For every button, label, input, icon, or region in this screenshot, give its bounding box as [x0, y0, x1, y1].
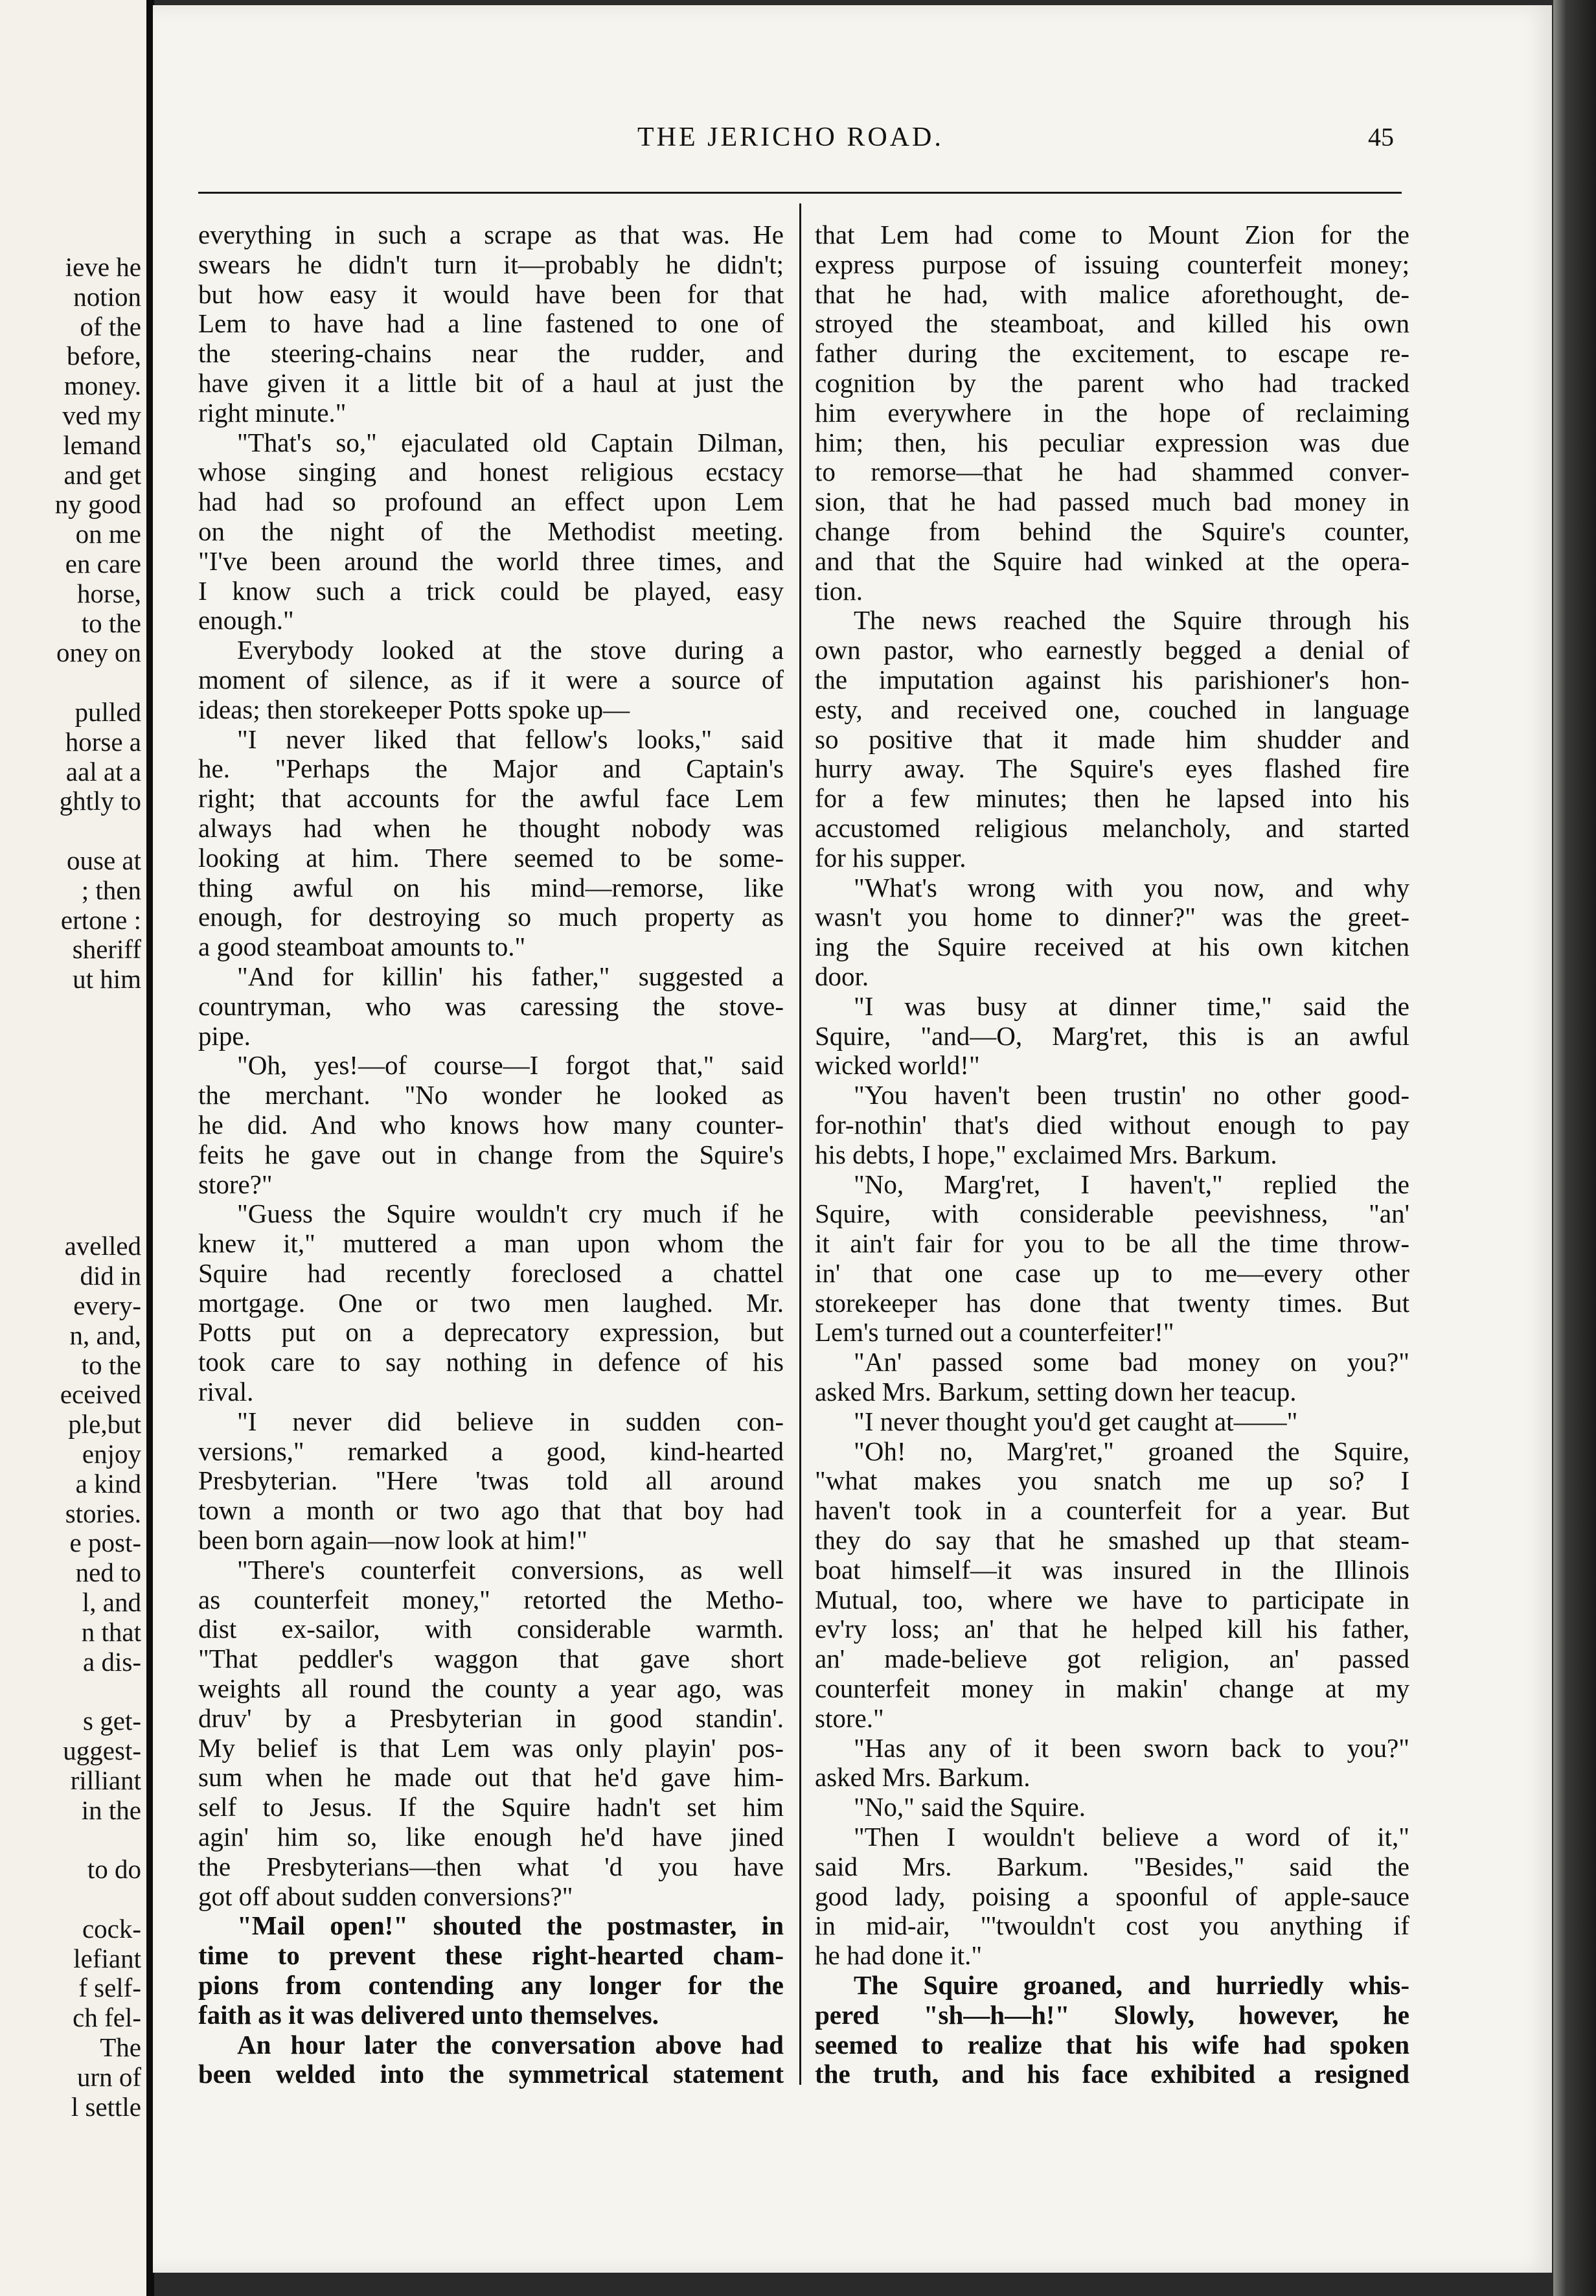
- text-line: "Oh! no, Marg'ret," groaned the Squire,: [854, 1436, 1409, 1466]
- text-line: the merchant. "No wonder he looked as: [198, 1081, 784, 1110]
- text-line: that he had, with malice aforethought, de-: [815, 279, 1409, 309]
- text-line: "No," said the Squire.: [854, 1793, 1086, 1822]
- previous-page-line: to the: [81, 1349, 141, 1380]
- previous-page-line: horse a: [65, 726, 141, 757]
- text-line: for a few minutes; then he lapsed into his: [815, 784, 1409, 814]
- text-line: enough.": [198, 606, 294, 636]
- text-line: moment of silence, as if it were a source of: [198, 665, 784, 695]
- text-line: seemed to realize that his wife had spoken: [815, 2030, 1409, 2060]
- previous-page-line: ertone :: [60, 904, 141, 935]
- text-line: Presbyterian. "Here 'twas told all around: [198, 1466, 784, 1496]
- text-line: a good steamboat amounts to.": [198, 932, 526, 962]
- text-line: An hour later the conversation above had: [237, 2030, 784, 2060]
- text-column-left: [198, 220, 784, 2089]
- text-line: haven't took in a counterfeit for a year. But: [815, 1496, 1409, 1526]
- text-line: "Has any of it been sworn back to you?": [854, 1733, 1409, 1763]
- text-line: door.: [815, 961, 869, 991]
- text-line: hurry away. The Squire's eyes flashed fire: [815, 754, 1409, 784]
- text-line: everything in such a scrape as that was. He: [198, 220, 784, 249]
- text-line: they do say that he smashed up that steam-: [815, 1526, 1409, 1556]
- text-line: "Oh, yes!—of course—I forgot that," said: [237, 1051, 784, 1081]
- previous-page-line: to do: [87, 1854, 141, 1885]
- text-line: The Squire groaned, and hurriedly whis-: [854, 1971, 1409, 2001]
- previous-page-line: on me: [75, 519, 141, 549]
- text-line: asked Mrs. Barkum, setting down her teacup.: [815, 1377, 1297, 1407]
- text-line: "That's so," ejaculated old Captain Dilman,: [237, 428, 784, 457]
- previous-page-line: in the: [81, 1795, 141, 1825]
- previous-page-line: l settle: [71, 2091, 141, 2122]
- previous-page-line: ut him: [73, 964, 141, 994]
- text-line: Potts put on a deprecatory expression, but: [198, 1318, 784, 1348]
- text-line: The news reached the Squire through his: [854, 606, 1409, 636]
- previous-page-line: l, and: [82, 1587, 141, 1617]
- text-line: in mid-air, "'twouldn't cost you anything if: [815, 1911, 1409, 1941]
- previous-page-line: ch fel-: [73, 2003, 141, 2033]
- previous-page-line: pulled: [74, 697, 141, 727]
- text-line: self to Jesus. If the Squire hadn't set him: [198, 1793, 784, 1822]
- header-rule: [198, 192, 1402, 194]
- text-line: always had when he thought nobody was: [198, 813, 784, 843]
- text-line: "Guess the Squire wouldn't cry much if he: [237, 1199, 784, 1229]
- text-line: My belief is that Lem was only playin' pos-: [198, 1733, 784, 1763]
- text-line: had had so profound an effect upon Lem: [198, 487, 784, 517]
- text-line: that Lem had come to Mount Zion for the: [815, 220, 1409, 249]
- text-line: him everywhere in the hope of reclaiming: [815, 398, 1409, 428]
- previous-page-line: did in: [80, 1261, 141, 1291]
- previous-page-line: ple,but: [68, 1409, 141, 1440]
- page-edge-shadow: [1553, 0, 1596, 2296]
- text-line: Squire, "and—O, Marg'ret, this is an awful: [815, 1021, 1409, 1051]
- previous-page-line: money.: [63, 371, 141, 401]
- text-line: father during the excitement, to escape re-: [815, 339, 1409, 369]
- text-line: he did. And who knows how many counter-: [198, 1110, 784, 1140]
- text-line: ing the Squire received at his own kitchen: [815, 932, 1409, 962]
- text-line: and that the Squire had winked at the opera-: [815, 546, 1409, 576]
- previous-page-line: sheriff: [72, 934, 141, 965]
- text-line: "what makes you snatch me up so? I: [815, 1466, 1409, 1496]
- previous-page-line: a kind: [75, 1468, 141, 1498]
- text-line: good lady, poising a spoonful of apple-sauce: [815, 1881, 1409, 1911]
- text-line: druv' by a Presbyterian in good standin'.: [198, 1703, 784, 1733]
- text-line: I know such a trick could be played, easy: [198, 576, 784, 606]
- text-line: the Presbyterians—then what 'd you have: [198, 1852, 784, 1881]
- previous-page-line: a dis-: [83, 1646, 141, 1677]
- previous-page-line: before,: [67, 341, 141, 371]
- text-line: Mutual, too, where we have to participate in: [815, 1585, 1409, 1614]
- previous-page-line: and get: [63, 459, 141, 490]
- text-line: "That peddler's waggon that gave short: [198, 1644, 784, 1674]
- text-line: sum when he made out that he'd gave him-: [198, 1763, 784, 1793]
- text-line: accustomed religious melancholy, and started: [815, 813, 1409, 843]
- previous-page-line: lefiant: [73, 1943, 141, 1973]
- text-line: him; then, his peculiar expression was due: [815, 428, 1409, 457]
- text-line: sion, that he had passed much bad money in: [815, 487, 1409, 517]
- previous-page-line: s get-: [83, 1706, 141, 1736]
- previous-page-line: stories.: [65, 1498, 141, 1528]
- previous-page-line: aal at a: [65, 756, 141, 786]
- text-line: "And for killin' his father," suggested a: [237, 961, 784, 991]
- previous-page-line: urn of: [76, 2061, 141, 2092]
- text-line: store?": [198, 1169, 273, 1199]
- text-line: "An' passed some bad money on you?": [854, 1348, 1409, 1377]
- text-line: ev'ry loss; an' that he helped kill his father,: [815, 1614, 1409, 1644]
- text-line: mortgage. One or two men laughed. Mr.: [198, 1288, 784, 1318]
- text-line: "What's wrong with you now, and why: [854, 873, 1409, 902]
- text-line: Squire had recently foreclosed a chattel: [198, 1258, 784, 1288]
- text-line: Squire, with considerable peevishness, "an': [815, 1199, 1409, 1229]
- text-line: Everybody looked at the stove during a: [237, 636, 784, 665]
- previous-page-line: n that: [81, 1616, 141, 1647]
- text-line: swears he didn't turn it—probably he didn't;: [198, 249, 784, 279]
- previous-page-line: n, and,: [69, 1320, 141, 1350]
- text-line: "There's counterfeit conversions, as well: [237, 1555, 784, 1585]
- previous-page-line: avelled: [64, 1231, 141, 1261]
- text-line: versions," remarked a good, kind-hearted: [198, 1436, 784, 1466]
- previous-page-line: ny good: [54, 489, 141, 520]
- text-line: as counterfeit money," retorted the Metho-: [198, 1585, 784, 1614]
- previous-page-line: notion: [73, 281, 141, 312]
- text-line: agin' him so, like enough he'd have jined: [198, 1822, 784, 1852]
- text-line: looking at him. There seemed to be some-: [198, 843, 784, 873]
- text-line: have given it a little bit of a haul at just the: [198, 368, 784, 398]
- text-line: faith as it was delivered unto themselves.: [198, 2000, 659, 2030]
- text-line: rival.: [198, 1377, 254, 1407]
- text-line: countryman, who was caressing the stove-: [198, 991, 784, 1021]
- previous-page-line: The: [100, 2032, 141, 2062]
- text-line: store.": [815, 1703, 884, 1733]
- text-line: "I never thought you'd get caught at——": [854, 1406, 1298, 1436]
- text-line: but how easy it would have been for that: [198, 279, 784, 309]
- column-divider: [799, 203, 801, 2085]
- page-number: 45: [1368, 122, 1394, 152]
- previous-page-line: enjoy: [82, 1439, 141, 1469]
- previous-page-line: to the: [81, 608, 141, 638]
- text-line: change from behind the Squire's counter,: [815, 516, 1409, 546]
- previous-page-line: f self-: [78, 1973, 141, 2003]
- text-line: asked Mrs. Barkum.: [815, 1763, 1031, 1793]
- text-line: an' made-believe got religion, an' passed: [815, 1644, 1409, 1674]
- previous-page-line: ouse at: [67, 845, 141, 875]
- text-line: been born again—now look at him!": [198, 1526, 587, 1556]
- text-line: stroyed the steamboat, and killed his own: [815, 309, 1409, 339]
- text-column-right: [815, 220, 1409, 2089]
- text-line: he. "Perhaps the Major and Captain's: [198, 754, 784, 784]
- previous-page-line: e post-: [69, 1528, 141, 1558]
- running-head-title: THE JERICHO ROAD.: [637, 122, 944, 152]
- text-line: his debts, I hope," exclaimed Mrs. Barkum.: [815, 1140, 1277, 1169]
- text-line: the truth, and his face exhibited a resigned: [815, 2060, 1409, 2089]
- previous-page-line: lemand: [63, 430, 141, 460]
- text-line: for-nothin' that's died without enough to pay: [815, 1110, 1409, 1140]
- text-line: pions from contending any longer for the: [198, 1971, 784, 2001]
- previous-page-line: ieve he: [65, 252, 141, 282]
- previous-page-line: eceived: [60, 1379, 141, 1410]
- text-line: town a month or two ago that that boy had: [198, 1496, 784, 1526]
- text-line: "I never did believe in sudden con-: [237, 1406, 784, 1436]
- previous-page-line: uggest-: [63, 1736, 141, 1765]
- text-line: weights all round the county a year ago, was: [198, 1674, 784, 1704]
- text-line: for his supper.: [815, 843, 966, 873]
- text-line: wasn't you home to dinner?" was the greet-: [815, 902, 1409, 932]
- text-line: wicked world!": [815, 1051, 980, 1081]
- text-line: esty, and received one, couched in language: [815, 695, 1409, 724]
- text-line: Lem to have had a line fastened to one of: [198, 309, 784, 339]
- text-line: enough, for destroying so much property as: [198, 902, 784, 932]
- text-line: it ain't fair for you to be all the time throw-: [815, 1229, 1409, 1259]
- previous-page-line: ned to: [75, 1557, 141, 1588]
- text-line: knew it," muttered a man upon whom the: [198, 1229, 784, 1259]
- previous-page-fragment: [0, 0, 146, 2296]
- text-line: "I never liked that fellow's looks," said: [237, 724, 784, 754]
- text-line: tion.: [815, 576, 863, 606]
- text-line: feits he gave out in change from the Squire's: [198, 1140, 784, 1169]
- text-line: time to prevent these right-hearted cham-: [198, 1941, 784, 1971]
- text-line: counterfeit money in makin' change at my: [815, 1674, 1409, 1704]
- text-line: the imputation against his parishioner's hon-: [815, 665, 1409, 695]
- text-line: right minute.": [198, 398, 347, 428]
- text-line: the steering-chains near the rudder, and: [198, 339, 784, 369]
- text-line: pipe.: [198, 1021, 251, 1051]
- previous-page-line: ved my: [62, 400, 141, 430]
- text-line: pered "sh—h—h!" Slowly, however, he: [815, 2000, 1409, 2030]
- text-line: to remorse—that he had shammed conver-: [815, 457, 1409, 487]
- previous-page-line: of the: [80, 311, 141, 341]
- previous-page-line: every-: [73, 1291, 141, 1320]
- text-line: storekeeper has done that twenty times. But: [815, 1288, 1409, 1318]
- text-line: in' that one case up to me—every other: [815, 1258, 1409, 1288]
- previous-page-line: en care: [65, 549, 141, 579]
- text-line: took care to say nothing in defence of his: [198, 1348, 784, 1377]
- text-line: "Mail open!" shouted the postmaster, in: [237, 1911, 784, 1941]
- text-line: boat himself—it was insured in the Illinois: [815, 1555, 1409, 1585]
- text-line: "I've been around the world three times, and: [198, 546, 784, 576]
- text-line: been welded into the symmetrical statement: [198, 2060, 784, 2089]
- text-line: got off about sudden conversions?": [198, 1881, 573, 1911]
- text-line: "No, Marg'ret, I haven't," replied the: [854, 1169, 1409, 1199]
- text-line: "You haven't been trustin' no other good-: [854, 1081, 1409, 1110]
- previous-page-line: cock-: [82, 1913, 141, 1944]
- text-line: express purpose of issuing counterfeit money;: [815, 249, 1409, 279]
- text-line: right; that accounts for the awful face Lem: [198, 784, 784, 814]
- text-line: "I was busy at dinner time," said the: [854, 991, 1409, 1021]
- text-line: Lem's turned out a counterfeiter!": [815, 1318, 1174, 1348]
- text-line: on the night of the Methodist meeting.: [198, 516, 784, 546]
- text-line: dist ex-sailor, with considerable warmth.: [198, 1614, 784, 1644]
- text-line: whose singing and honest religious ecstacy: [198, 457, 784, 487]
- text-line: thing awful on his mind—remorse, like: [198, 873, 784, 902]
- previous-page-line: ; then: [81, 875, 141, 905]
- text-line: "Then I wouldn't believe a word of it,": [854, 1822, 1409, 1852]
- text-line: own pastor, who earnestly begged a denial of: [815, 636, 1409, 665]
- text-line: cognition by the parent who had tracked: [815, 368, 1409, 398]
- text-line: ideas; then storekeeper Potts spoke up—: [198, 695, 630, 724]
- previous-page-line: ghtly to: [59, 786, 141, 816]
- previous-page-line: rilliant: [70, 1765, 141, 1795]
- text-line: he had done it.": [815, 1941, 983, 1971]
- previous-page-line: horse,: [76, 578, 141, 608]
- previous-page-line: oney on: [56, 637, 141, 668]
- text-line: so positive that it made him shudder and: [815, 724, 1409, 754]
- text-line: said Mrs. Barkum. "Besides," said the: [815, 1852, 1409, 1881]
